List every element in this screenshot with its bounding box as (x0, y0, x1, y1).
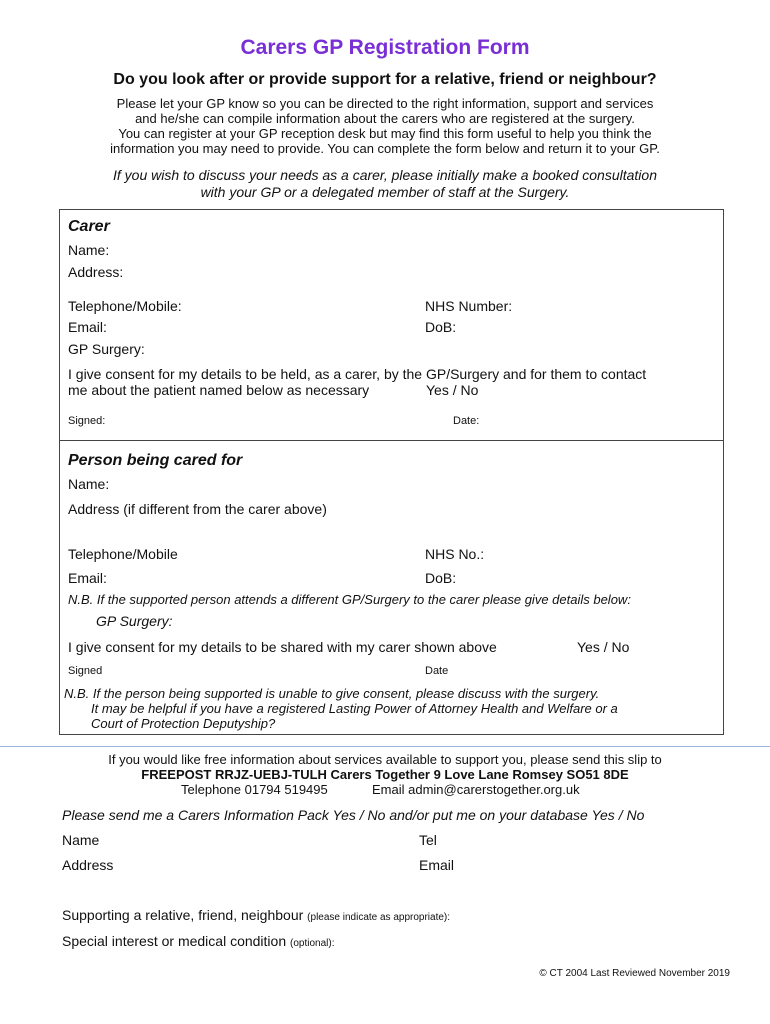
discuss-note (0, 167, 770, 201)
form-subtitle: Do you look after or provide support for a relative, friend or neighbour? (113, 71, 657, 88)
cared-for-nb-different: N.B. If the supported person attends a different GP/Surgery to the carer please give details below: (68, 592, 631, 607)
slip-supporting-field[interactable] (62, 907, 450, 923)
discuss-note-line: If you wish to discuss your needs as a carer, please initially make a booked consultation (113, 167, 657, 183)
intro-paragraph (0, 96, 770, 156)
cared-for-nhs-field[interactable]: NHS No.: (425, 546, 485, 562)
cared-for-nb-consent-2: It may be helpful if you have a registered Lasting Power of Attorney Health and Welfare or a (91, 701, 618, 716)
carer-dob-field[interactable]: DoB: (425, 319, 457, 335)
intro-line: information you may need to provide. You can complete the form below and return it to your GP. (110, 141, 660, 156)
cared-for-address-field[interactable]: Address (if different from the carer above) (68, 501, 327, 517)
carer-heading: Carer (68, 218, 110, 235)
cared-for-telephone-field[interactable]: Telephone/Mobile (68, 546, 178, 562)
slip-special-interest-field[interactable] (62, 933, 334, 949)
carer-consent-text-2: me about the patient named below as necessary (68, 382, 370, 398)
cared-for-nb-consent: N.B. If the person being supported is unable to give consent, please discuss with the surgery. (64, 686, 600, 701)
cared-for-date-field[interactable]: Date (425, 665, 449, 677)
slip-address-field[interactable]: Address (62, 857, 114, 873)
carer-section (59, 209, 724, 441)
cared-for-dob-field[interactable]: DoB: (425, 570, 457, 586)
intro-line: and he/she can compile information about the carers who are registered at the surgery. (135, 111, 635, 126)
carer-telephone-field[interactable]: Telephone/Mobile: (68, 298, 182, 314)
cared-for-consent-text: I give consent for my details to be shared with my carer shown above (68, 639, 497, 655)
carer-gp-surgery-field[interactable]: GP Surgery: (68, 341, 145, 357)
slip-pack-request[interactable]: Please send me a Carers Information Pack Yes / No and/or put me on your database Yes / No (62, 807, 645, 823)
slip-special-hint: (optional): (290, 938, 335, 949)
carer-email-field[interactable]: Email: (68, 319, 107, 335)
slip-telephone: Telephone 01794 519495 (181, 782, 328, 797)
cared-for-nb-consent-3: Court of Protection Deputyship? (91, 716, 276, 731)
slip-email-field[interactable]: Email (419, 857, 455, 873)
slip-freepost-address: FREEPOST RRJZ-UEBJ-TULH Carers Together 9 Love Lane Romsey SO51 8DE (141, 767, 629, 782)
slip-supporting-label: Supporting a relative, friend, neighbour (62, 907, 304, 923)
carer-date-field[interactable]: Date: (453, 415, 480, 427)
discuss-note-line: with your GP or a delegated member of staff at the Surgery. (200, 184, 570, 200)
form-title: Carers GP Registration Form (240, 36, 530, 59)
cared-for-gp-surgery-field[interactable]: GP Surgery: (96, 613, 173, 629)
cared-for-name-field[interactable]: Name: (68, 476, 110, 492)
tear-off-line (0, 746, 770, 747)
footer-copyright: © CT 2004 Last Reviewed November 2019 (539, 968, 730, 979)
intro-line: You can register at your GP reception desk but may find this form useful to help you think the (118, 126, 652, 141)
carer-consent-text: I give consent for my details to be held, as a carer, by the GP/Surgery and for them to contact (68, 366, 647, 382)
cared-for-consent-yes-no[interactable]: Yes / No (577, 639, 630, 655)
carer-address-field[interactable]: Address: (68, 264, 124, 280)
cared-for-email-field[interactable]: Email: (68, 570, 107, 586)
carer-signed-field[interactable]: Signed: (68, 415, 106, 427)
carer-consent-yes-no[interactable]: Yes / No (426, 382, 479, 398)
carer-nhs-number-field[interactable]: NHS Number: (425, 298, 513, 314)
cared-for-heading: Person being cared for (68, 452, 243, 469)
intro-line: Please let your GP know so you can be directed to the right information, support and services (116, 96, 654, 111)
carer-name-field[interactable]: Name: (68, 242, 110, 258)
slip-special-label: Special interest or medical condition (62, 933, 287, 949)
slip-info: If you would like free information about services available to support you, please send this slip to (108, 752, 662, 767)
cared-for-signed-field[interactable]: Signed (68, 665, 103, 677)
slip-email[interactable]: Email admin@carerstogether.org.uk (372, 782, 580, 797)
slip-name-field[interactable]: Name (62, 832, 100, 848)
slip-supporting-hint: (please indicate as appropriate): (307, 912, 451, 923)
slip-tel-field[interactable]: Tel (419, 832, 437, 848)
